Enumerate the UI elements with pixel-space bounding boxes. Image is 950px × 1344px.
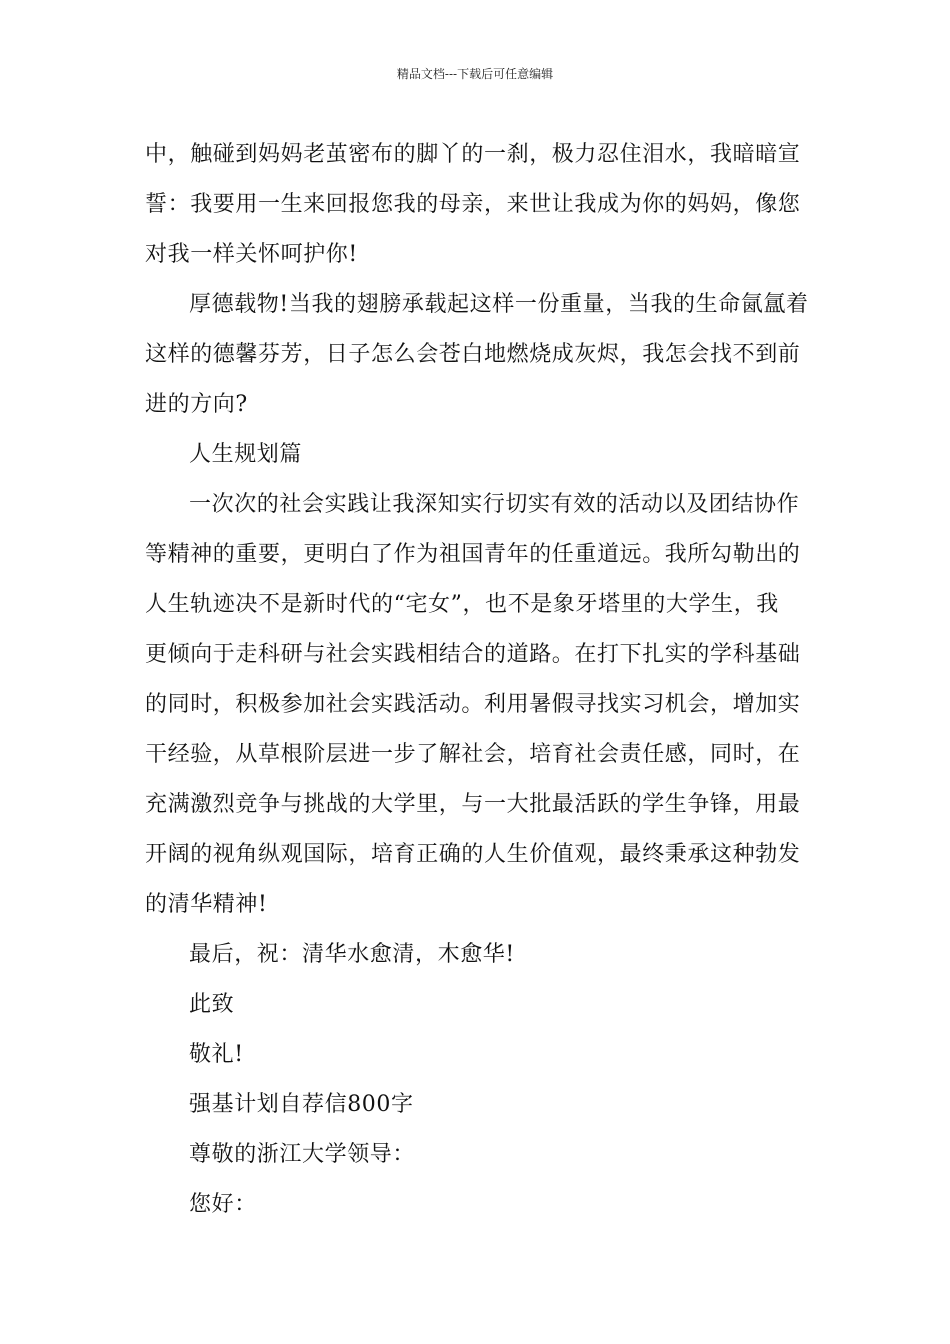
text-line: 开阔的视角纵观国际，培育正确的人生价值观，最终秉承这种勃发	[145, 842, 801, 867]
page-header: 精品文档---下载后可任意编辑	[396, 67, 554, 81]
text-line: 充满激烈竞争与挑战的大学里，与一大批最活跃的学生争锋，用最	[145, 792, 801, 817]
text-line: 进的方向?	[145, 392, 248, 417]
letter-opening: 您好：	[189, 1192, 257, 1217]
document-body	[145, 130, 813, 1230]
text-line: 的同时，积极参加社会实践活动。利用暑假寻找实习机会，增加实	[145, 692, 801, 717]
text-line: 干经验，从草根阶层进一步了解社会，培育社会责任感，同时，在	[145, 742, 801, 767]
text-line: 的清华精神!	[145, 892, 268, 917]
section-heading: 人生规划篇	[189, 442, 303, 467]
closing-salutation: 此致	[189, 992, 235, 1017]
text-line: 更倾向于走科研与社会实践相结合的道路。在打下扎实的学科基础	[145, 642, 801, 667]
text-line: 这样的德馨芬芳，日子怎么会苍白地燃烧成灰烬，我怎会找不到前	[145, 342, 801, 367]
text-line: 等精神的重要，更明白了作为祖国青年的任重道远。我所勾勒出的	[145, 542, 801, 567]
closing-regards: 敬礼!	[189, 1042, 244, 1067]
section-title: 强基计划自荐信800字	[189, 1092, 414, 1117]
letter-greeting: 尊敬的浙江大学领导：	[189, 1142, 416, 1167]
closing-wish: 最后，祝：清华水愈清，木愈华!	[189, 942, 515, 967]
paragraph-first-line: 厚德载物!当我的翅膀承载起这样一份重量，当我的生命氤氲着	[189, 292, 809, 317]
text-line: 人生轨迹决不是新时代的“宅女”，也不是象牙塔里的大学生，我	[145, 592, 779, 617]
text-line: 誓：我要用一生来回报您我的母亲，来世让我成为你的妈妈，像您	[145, 192, 801, 217]
text-line: 对我一样关怀呵护你!	[145, 242, 358, 267]
paragraph-first-line: 一次次的社会实践让我深知实行切实有效的活动以及团结协作	[189, 492, 800, 517]
text-line: 中，触碰到妈妈老茧密布的脚丫的一刹，极力忍住泪水，我暗暗宣	[145, 142, 801, 167]
